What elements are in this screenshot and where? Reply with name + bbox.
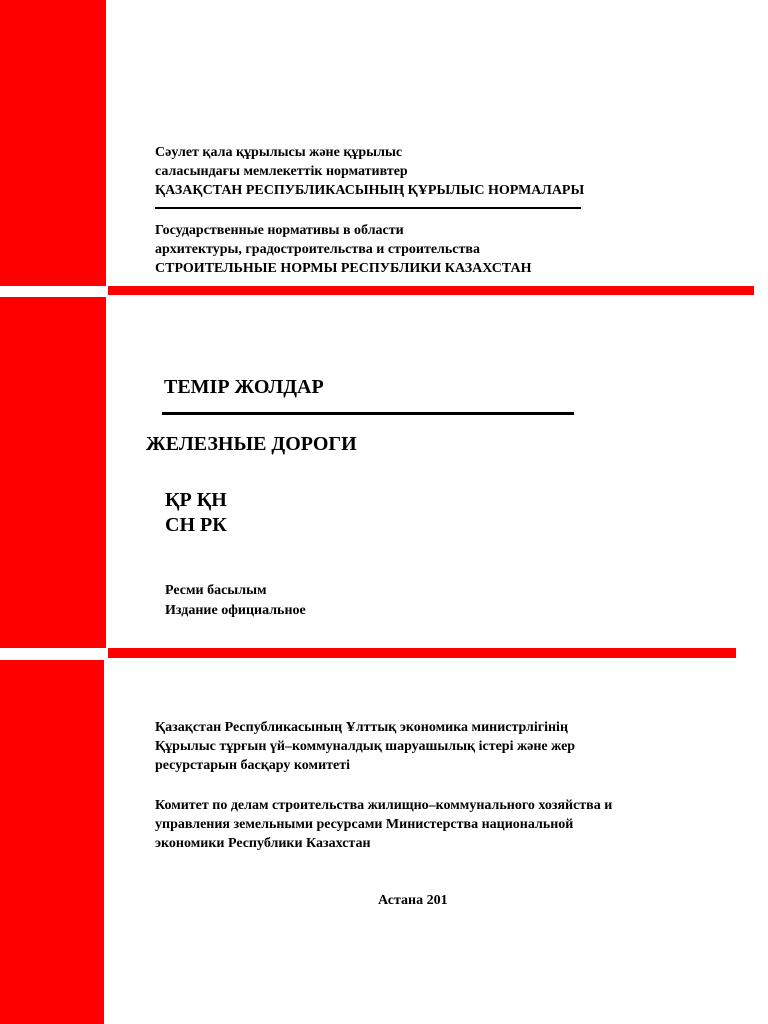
header-kz-line-2: саласындағы мемлекеттік нормативтер [155, 164, 408, 179]
title-divider [162, 412, 574, 415]
left-red-band-top [0, 0, 106, 286]
header-kz-line-1: Сәулет қала құрылысы және құрылыс [155, 145, 403, 160]
left-red-band-middle [0, 297, 106, 648]
red-stripe-upper [108, 286, 754, 295]
header-ru-line-3: СТРОИТЕЛЬНЫЕ НОРМЫ РЕСПУБЛИКИ КАЗАХСТАН [155, 261, 532, 276]
red-stripe-lower [108, 648, 736, 658]
title-ru: ЖЕЛЕЗНЫЕ ДОРОГИ [146, 433, 357, 455]
header-ru-line-2: архитектуры, градостроительства и строительства [155, 242, 480, 257]
city-year: Астана 201 [378, 893, 448, 908]
publisher-kz-line-3: ресурстарын басқару комитеті [155, 758, 350, 773]
publisher-ru-line-3: экономики Республики Казахстан [155, 836, 371, 851]
publisher-kz-line-1: Қазақстан Республикасының Ұлттық экономика министрлігінің [155, 720, 569, 735]
header-kz [155, 143, 584, 200]
publisher-ru [155, 796, 612, 853]
publisher-kz-line-2: Құрылыс тұрғын үй–коммуналдық шаруашылық істері және жер [155, 739, 576, 754]
header-ru-line-1: Государственные нормативы в области [155, 223, 404, 238]
left-red-band-bottom [0, 660, 104, 1024]
header-divider [155, 207, 581, 209]
code-kz: ҚР ҚН [165, 489, 227, 511]
title-kz: ТЕМІР ЖОЛДАР [164, 376, 324, 398]
publisher-ru-line-1: Комитет по делам строительства жилищно–коммунального хозяйства и [155, 798, 613, 813]
header-ru [155, 221, 532, 278]
header-kz-line-3: ҚАЗАҚСТАН РЕСПУБЛИКАСЫНЫҢ ҚҰРЫЛЫС НОРМАЛАРЫ [155, 183, 585, 198]
code-ru: СН РК [165, 514, 227, 536]
edition-ru: Издание официальное [165, 603, 306, 618]
publisher-kz [155, 718, 575, 775]
edition-kz: Ресми басылым [165, 583, 267, 598]
publisher-ru-line-2: управления земельными ресурсами Министерства национальной [155, 817, 574, 832]
